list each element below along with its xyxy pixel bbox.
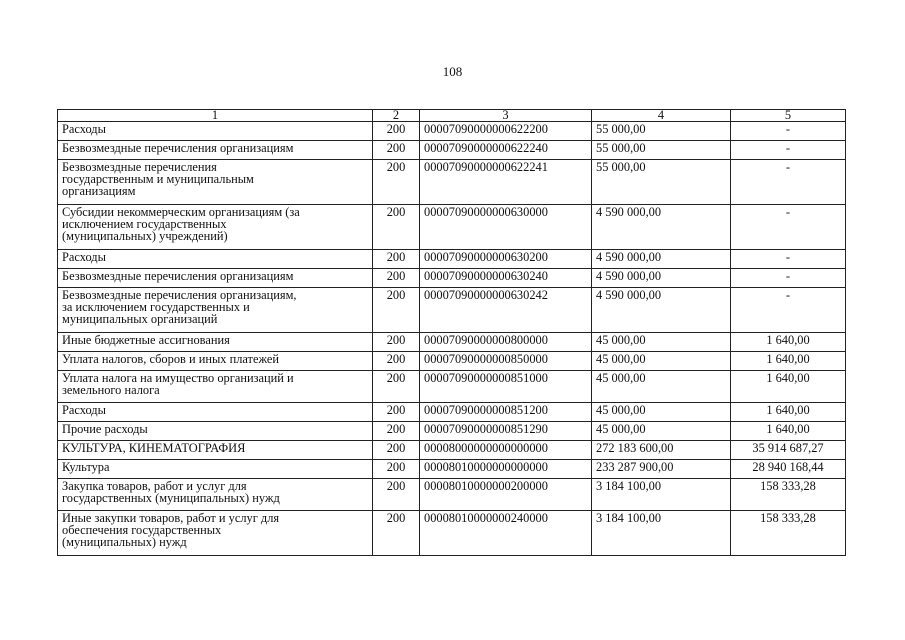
row-code: 200 [373,371,420,403]
row-code: 200 [373,479,420,511]
header-col-1: 1 [58,110,373,122]
header-col-3: 3 [420,110,592,122]
table-row [58,511,846,556]
row-executed: 1 640,00 [731,352,846,371]
page-number: 108 [442,64,463,79]
row-name: Безвозмездные перечисления государственным и муниципальным организациям [62,160,254,198]
row-code: 200 [373,352,420,371]
row-executed: 1 640,00 [731,403,846,422]
row-name: Закупка товаров, работ и услуг для государственных (муниципальных) нужд [62,479,280,505]
row-kbk: 00007090000000622200 [420,122,592,141]
row-code: 200 [373,511,420,556]
row-kbk: 00007090000000630200 [420,250,592,269]
row-executed: - [731,288,846,333]
row-code: 200 [373,333,420,352]
row-kbk: 00007090000000622241 [420,160,592,205]
table-row [58,160,846,205]
row-executed: - [731,141,846,160]
row-name: Прочие расходы [62,422,148,436]
row-kbk: 00008010000000000000 [420,460,592,479]
row-approved: 3 184 100,00 [592,479,731,511]
table-row [58,250,846,269]
row-kbk: 00008010000000240000 [420,511,592,556]
budget-table [57,109,846,556]
row-name: Расходы [62,122,106,136]
row-name: Культура [62,460,110,474]
row-approved: 45 000,00 [592,422,731,441]
header-col-5: 5 [731,110,846,122]
row-kbk: 00008000000000000000 [420,441,592,460]
row-approved: 45 000,00 [592,371,731,403]
row-executed: 28 940 168,44 [731,460,846,479]
row-approved: 55 000,00 [592,160,731,205]
table-row [58,141,846,160]
row-name: Субсидии некоммерческим организациям (за исключением государственных (муниципальных) учреждений) [62,205,300,243]
table-row [58,288,846,333]
row-kbk: 00007090000000622240 [420,141,592,160]
row-executed: 158 333,28 [731,511,846,556]
row-code: 200 [373,403,420,422]
row-name: Расходы [62,403,106,417]
row-approved: 55 000,00 [592,122,731,141]
row-approved: 272 183 600,00 [592,441,731,460]
row-executed: 1 640,00 [731,333,846,352]
row-approved: 45 000,00 [592,333,731,352]
row-kbk: 00007090000000850000 [420,352,592,371]
row-kbk: 00007090000000800000 [420,333,592,352]
row-code: 200 [373,205,420,250]
row-executed: 158 333,28 [731,479,846,511]
row-code: 200 [373,160,420,205]
table-body [58,122,846,556]
row-name: Уплата налога на имущество организаций и земельного налога [62,371,294,397]
table-row [58,479,846,511]
row-code: 200 [373,441,420,460]
row-kbk: 00007090000000630240 [420,269,592,288]
row-approved: 55 000,00 [592,141,731,160]
row-kbk: 00007090000000630000 [420,205,592,250]
row-approved: 45 000,00 [592,403,731,422]
row-kbk: 00007090000000851000 [420,371,592,403]
row-code: 200 [373,122,420,141]
table-header [58,110,846,122]
table-row [58,422,846,441]
table-row [58,122,846,141]
table-row [58,460,846,479]
table-row [58,403,846,422]
row-executed: 35 914 687,27 [731,441,846,460]
row-name: Безвозмездные перечисления организациям [62,141,294,155]
row-kbk: 00007090000000630242 [420,288,592,333]
row-executed: - [731,269,846,288]
row-name: Безвозмездные перечисления организациям, за исключением государственных и муниципальных организаций [62,288,297,326]
row-name: Безвозмездные перечисления организациям [62,269,294,283]
table-row [58,371,846,403]
row-code: 200 [373,250,420,269]
row-executed: 1 640,00 [731,422,846,441]
row-name: Расходы [62,250,106,264]
row-code: 200 [373,288,420,333]
row-kbk: 00007090000000851290 [420,422,592,441]
row-code: 200 [373,422,420,441]
row-executed: 1 640,00 [731,371,846,403]
header-row [58,110,846,122]
row-code: 200 [373,269,420,288]
table-row [58,352,846,371]
row-kbk: 00008010000000200000 [420,479,592,511]
row-approved: 233 287 900,00 [592,460,731,479]
table-row [58,333,846,352]
table-row [58,269,846,288]
row-approved: 3 184 100,00 [592,511,731,556]
row-code: 200 [373,460,420,479]
row-approved: 45 000,00 [592,352,731,371]
row-name: Иные закупки товаров, работ и услуг для обеспечения государственных (муниципальных) нужд [62,511,280,549]
table-row [58,205,846,250]
header-col-2: 2 [373,110,420,122]
row-executed: - [731,122,846,141]
row-executed: - [731,250,846,269]
row-approved: 4 590 000,00 [592,205,731,250]
row-approved: 4 590 000,00 [592,288,731,333]
table-row [58,441,846,460]
row-executed: - [731,160,846,205]
row-kbk: 00007090000000851200 [420,403,592,422]
row-code: 200 [373,141,420,160]
row-name: КУЛЬТУРА, КИНЕМАТОГРАФИЯ [62,441,246,455]
row-name: Уплата налогов, сборов и иных платежей [62,352,280,366]
header-col-4: 4 [592,110,731,122]
row-executed: - [731,205,846,250]
row-approved: 4 590 000,00 [592,250,731,269]
row-approved: 4 590 000,00 [592,269,731,288]
row-name: Иные бюджетные ассигнования [62,333,230,347]
